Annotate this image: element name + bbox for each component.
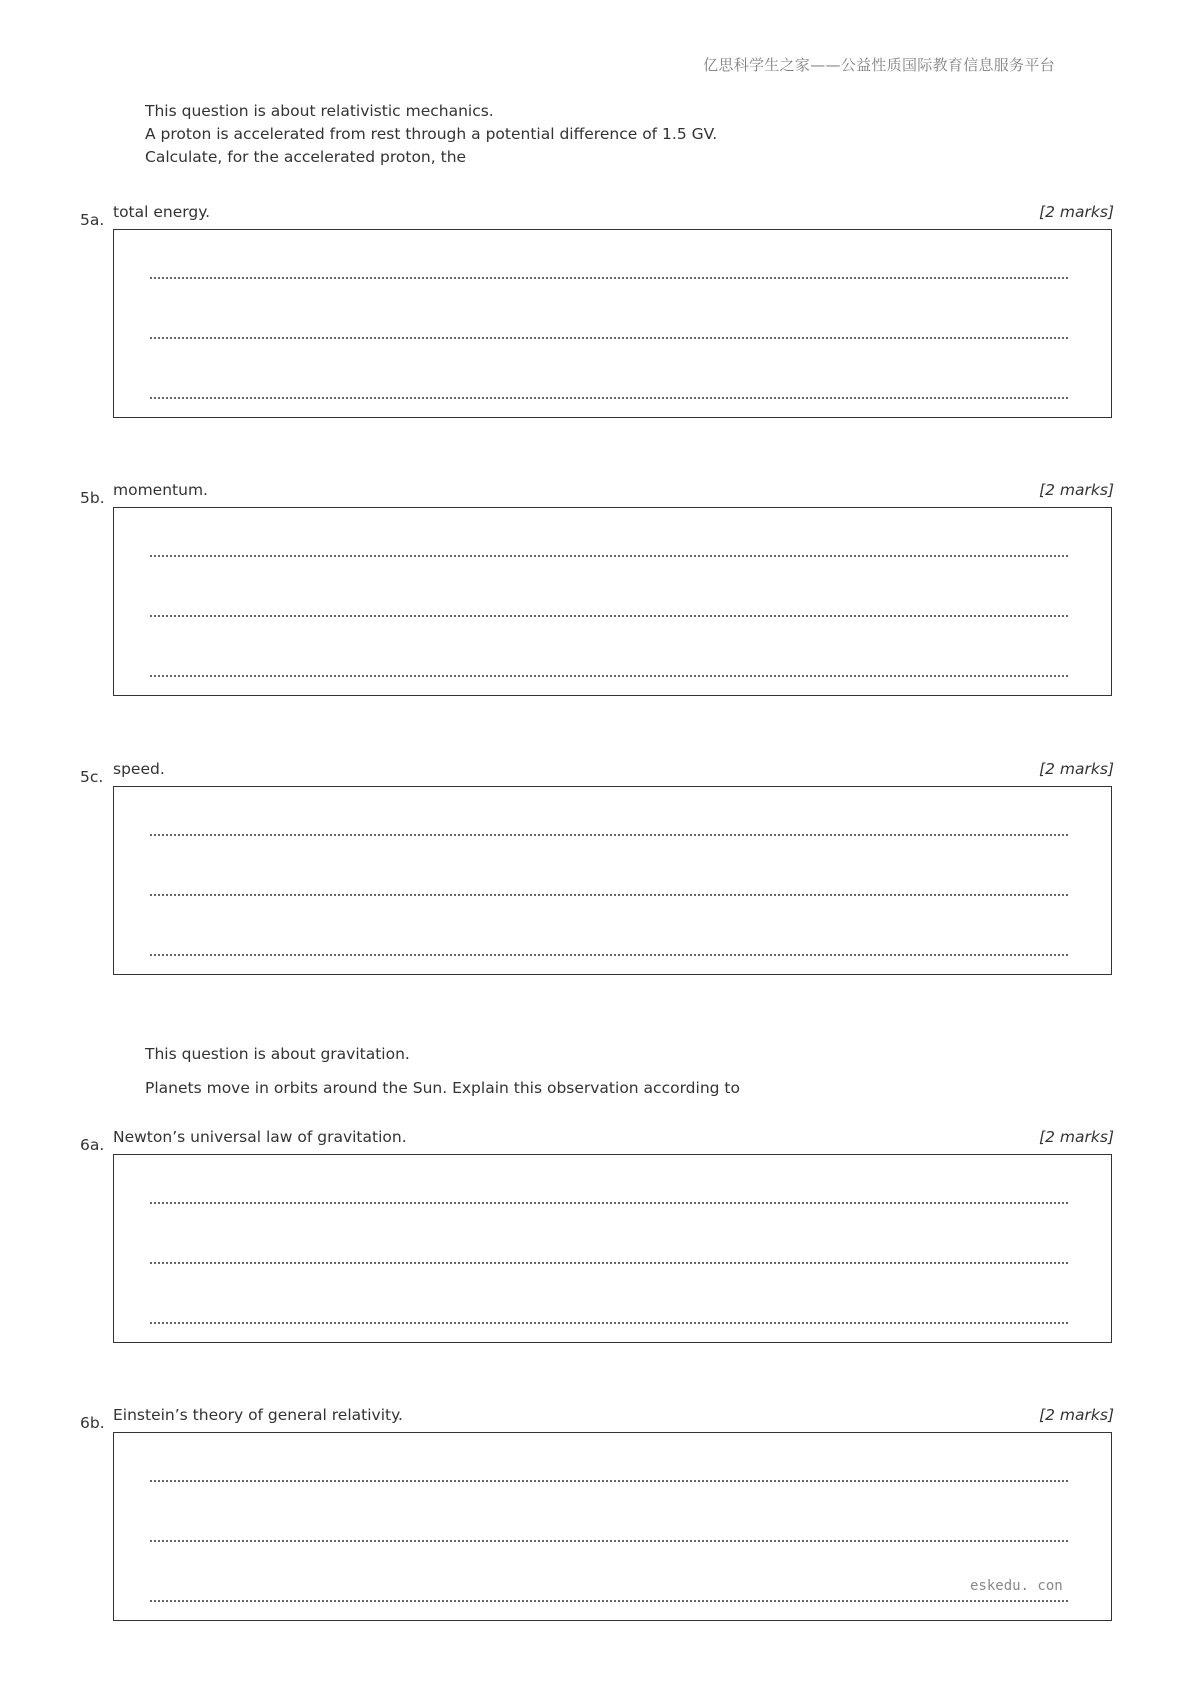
answer-line [150, 1600, 1068, 1602]
answer-line [150, 555, 1068, 557]
question-marks: [2 marks] [1039, 1406, 1114, 1424]
watermark-text: eskedu. con [970, 1578, 1063, 1594]
question-number: 5a. [80, 211, 105, 229]
question-text: speed. [113, 760, 165, 778]
answer-box[interactable] [113, 229, 1112, 418]
answer-box[interactable] [113, 507, 1112, 696]
answer-line [150, 1202, 1068, 1204]
answer-line [150, 894, 1068, 896]
answer-line [150, 337, 1068, 339]
intro-line: Planets move in orbits around the Sun. Explain this observation according to [145, 1079, 740, 1097]
question-number: 6b. [80, 1414, 105, 1432]
question-text: Newton’s universal law of gravitation. [113, 1128, 407, 1146]
question-marks: [2 marks] [1039, 1128, 1114, 1146]
intro-line: Calculate, for the accelerated proton, the [145, 148, 467, 166]
answer-line [150, 615, 1068, 617]
intro-line: This question is about relativistic mechanics. [145, 102, 494, 120]
question-text: Einstein’s theory of general relativity. [113, 1406, 403, 1424]
answer-box[interactable] [113, 1154, 1112, 1343]
answer-box[interactable] [113, 786, 1112, 975]
intro-line: A proton is accelerated from rest through a potential difference of 1.5 GV. [145, 125, 718, 143]
answer-line [150, 1322, 1068, 1324]
answer-line [150, 1480, 1068, 1482]
question-number: 5b. [80, 489, 105, 507]
intro-line: This question is about gravitation. [145, 1045, 410, 1063]
answer-line [150, 397, 1068, 399]
question-marks: [2 marks] [1039, 203, 1114, 221]
answer-line [150, 954, 1068, 956]
question-number: 5c. [80, 768, 104, 786]
answer-line [150, 277, 1068, 279]
section5-intro [145, 100, 717, 169]
question-marks: [2 marks] [1039, 481, 1114, 499]
answer-box[interactable] [113, 1432, 1112, 1621]
answer-line [150, 1262, 1068, 1264]
header-site-text: 亿思科学生之家——公益性质国际教育信息服务平台 [703, 56, 1055, 74]
question-text: momentum. [113, 481, 208, 499]
answer-line [150, 675, 1068, 677]
question-number: 6a. [80, 1136, 105, 1154]
answer-line [150, 1540, 1068, 1542]
question-marks: [2 marks] [1039, 760, 1114, 778]
section6-intro [145, 1037, 740, 1105]
question-text: total energy. [113, 203, 211, 221]
answer-line [150, 834, 1068, 836]
